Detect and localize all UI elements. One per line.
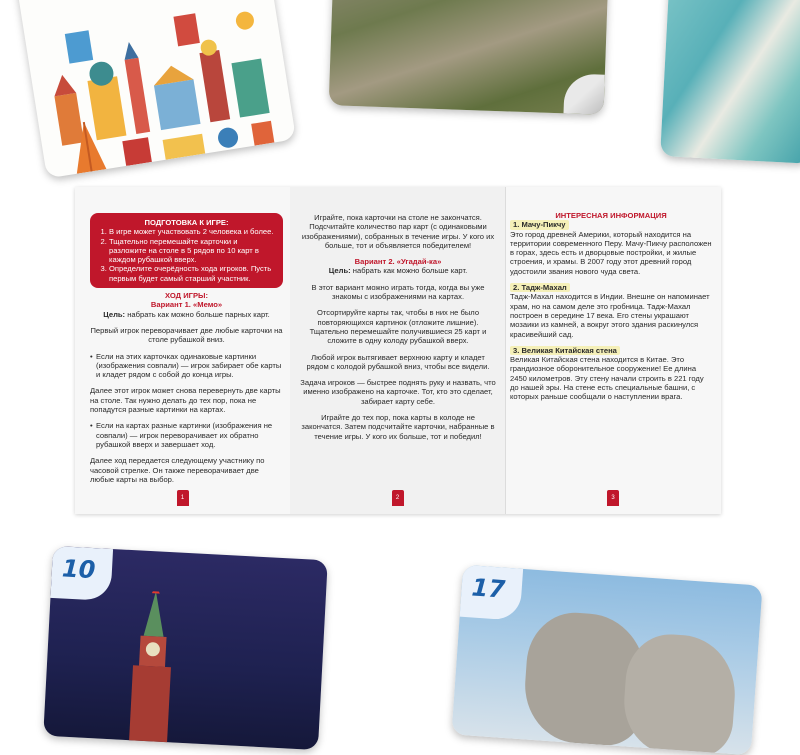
- moves-title: ХОД ИГРЫ:: [165, 291, 208, 301]
- rules-paragraph: Играйте, пока карточки на столе не закончатся. Подсчитайте количество пар карт (с одинаковыми изображениями), собранных в течение игры. У кого их больше, тот и объявляется победителем!: [301, 213, 495, 250]
- prep-item: 3. Определите очерёдность хода игроков. Пусть первым будет самый старший участник.: [109, 264, 275, 283]
- goal-label: Цель:: [103, 309, 126, 319]
- rules-paragraph: Задача игроков — быстрее поднять руку и назвать, что именно изображено на карточке. Тот, кто это сделает, забирает карту себе.: [300, 378, 496, 406]
- rules-bullet: • Если на этих карточках одинаковые картинки (изображения совпали) — игрок забирает обе карты и кладет рядом с собой до конца игры.: [90, 352, 283, 380]
- card-number: 10: [61, 554, 97, 585]
- rules-paragraph: Отсортируйте карты так, чтобы в них не было повторяющихся картинок (отложите лишние). Тщательно перемешайте получившиеся 25 карт и сложите в одну колоду рубашкой вверх.: [309, 308, 487, 346]
- page-number: 1: [177, 490, 189, 506]
- card-number-badge: [460, 565, 523, 621]
- machu-picchu-card: [329, 0, 609, 115]
- prep-box: [90, 213, 283, 288]
- kremlin-card: [43, 546, 328, 750]
- info-section-title: 1. Мачу-Пикчу: [510, 220, 569, 229]
- page-number: 3: [607, 490, 619, 506]
- prep-title: ПОДГОТОВКА К ИГРЕ:: [144, 218, 229, 227]
- info-section-text: Тадж-Махал находится в Индии. Внешне он напоминает храм, но на самом деле это гробница. Тадж-Махал построен в середине 17 века. Его стены украшают мозаики из камней, а вокруг этого здания раскинулся красивейший сад.: [510, 292, 710, 339]
- rules-leaflet: [75, 187, 721, 514]
- landmarks-pattern-card: [16, 0, 296, 178]
- variant1-goal: [90, 310, 283, 319]
- spasskaya-tower-icon: [113, 590, 191, 751]
- monument-stone: [621, 631, 739, 755]
- prep-item: 2. Тщательно перемешайте карточки и разложите на столе в 5 рядов по 10 карт в каждом рубашкой вверх.: [109, 237, 275, 265]
- prep-list: [98, 227, 275, 283]
- landmarks-illustration: [16, 0, 296, 178]
- rules-paragraph: Далее этот игрок может снова перевернуть две карты на столе. Так нужно делать до тех пор, пока не попадутся разные картинки на картах.: [90, 386, 281, 415]
- card-corner-curl: [563, 73, 604, 114]
- card-number: 17: [470, 573, 507, 604]
- card-number-badge: [50, 546, 113, 601]
- prep-item: 1. В игре может участвовать 2 человека и более.: [109, 227, 275, 236]
- rules-paragraph: Играйте до тех пор, пока карты в колоде не закончатся. Затем подсчитайте карточки, набранные в течение игры. У кого их больше, тот и победил!: [301, 413, 495, 441]
- monument-card: [451, 565, 762, 755]
- goal-text: набрать как можно больше парных карт.: [127, 309, 270, 319]
- goal-text: набрать как можно больше карт.: [352, 266, 468, 276]
- info-section-text: Это город древней Америки, который находится на территории современного Перу. Мачу-Пикчу расположен в горах, здесь есть и дворцовые постройки, и жилые строения, и храмы. В 2007 году этот древний город удостоили звания нового чуда света.: [510, 229, 712, 276]
- leaflet-panel-3: [505, 187, 721, 514]
- variant1-title: Вариант 1. «Мемо»: [150, 300, 223, 310]
- leaflet-panel-2: [290, 187, 505, 514]
- rules-paragraph: Любой игрок вытягивает верхнюю карту и кладет рядом с колодой рубашкой вниз, чтобы все видели.: [306, 352, 490, 371]
- dead-sea-card: [660, 0, 800, 164]
- variant2-goal: [300, 266, 496, 275]
- rules-paragraph: В этот вариант можно играть тогда, когда вы уже знакомы с изображениями на картах.: [311, 282, 485, 302]
- info-section-text: Великая Китайская стена находится в Китае. Это грандиозное оборонительное сооружение! Ее длина 2450 километров. Эту стену начали строить в 221 году до нашей эры. На стене есть специальные башни, с которых раньше сообщали о наступлении врага.: [510, 355, 704, 402]
- rules-bullet: • Если на картах разные картинки (изображения не совпали) — игрок переворачивает их обратно рубашкой вверх и завершает ход.: [90, 421, 283, 449]
- rules-paragraph: Первый игрок переворачивает две любые карточки на столе рубашкой вниз.: [90, 325, 283, 345]
- info-title: ИНТЕРЕСНАЯ ИНФОРМАЦИЯ: [555, 211, 667, 220]
- variant2-title: Вариант 2. «Угадай-ка»: [354, 257, 442, 267]
- info-section-title: 3. Великая Китайская стена: [510, 346, 620, 355]
- goal-label: Цель:: [328, 266, 351, 276]
- page-number: 2: [392, 490, 404, 506]
- rules-paragraph: Далее ход передается следующему участнику по часовой стрелке. Он также переворачивает две любые карты на выбор.: [90, 456, 265, 484]
- leaflet-panel-1: [75, 187, 290, 514]
- info-section-title: 2. Тадж-Махал: [510, 283, 570, 292]
